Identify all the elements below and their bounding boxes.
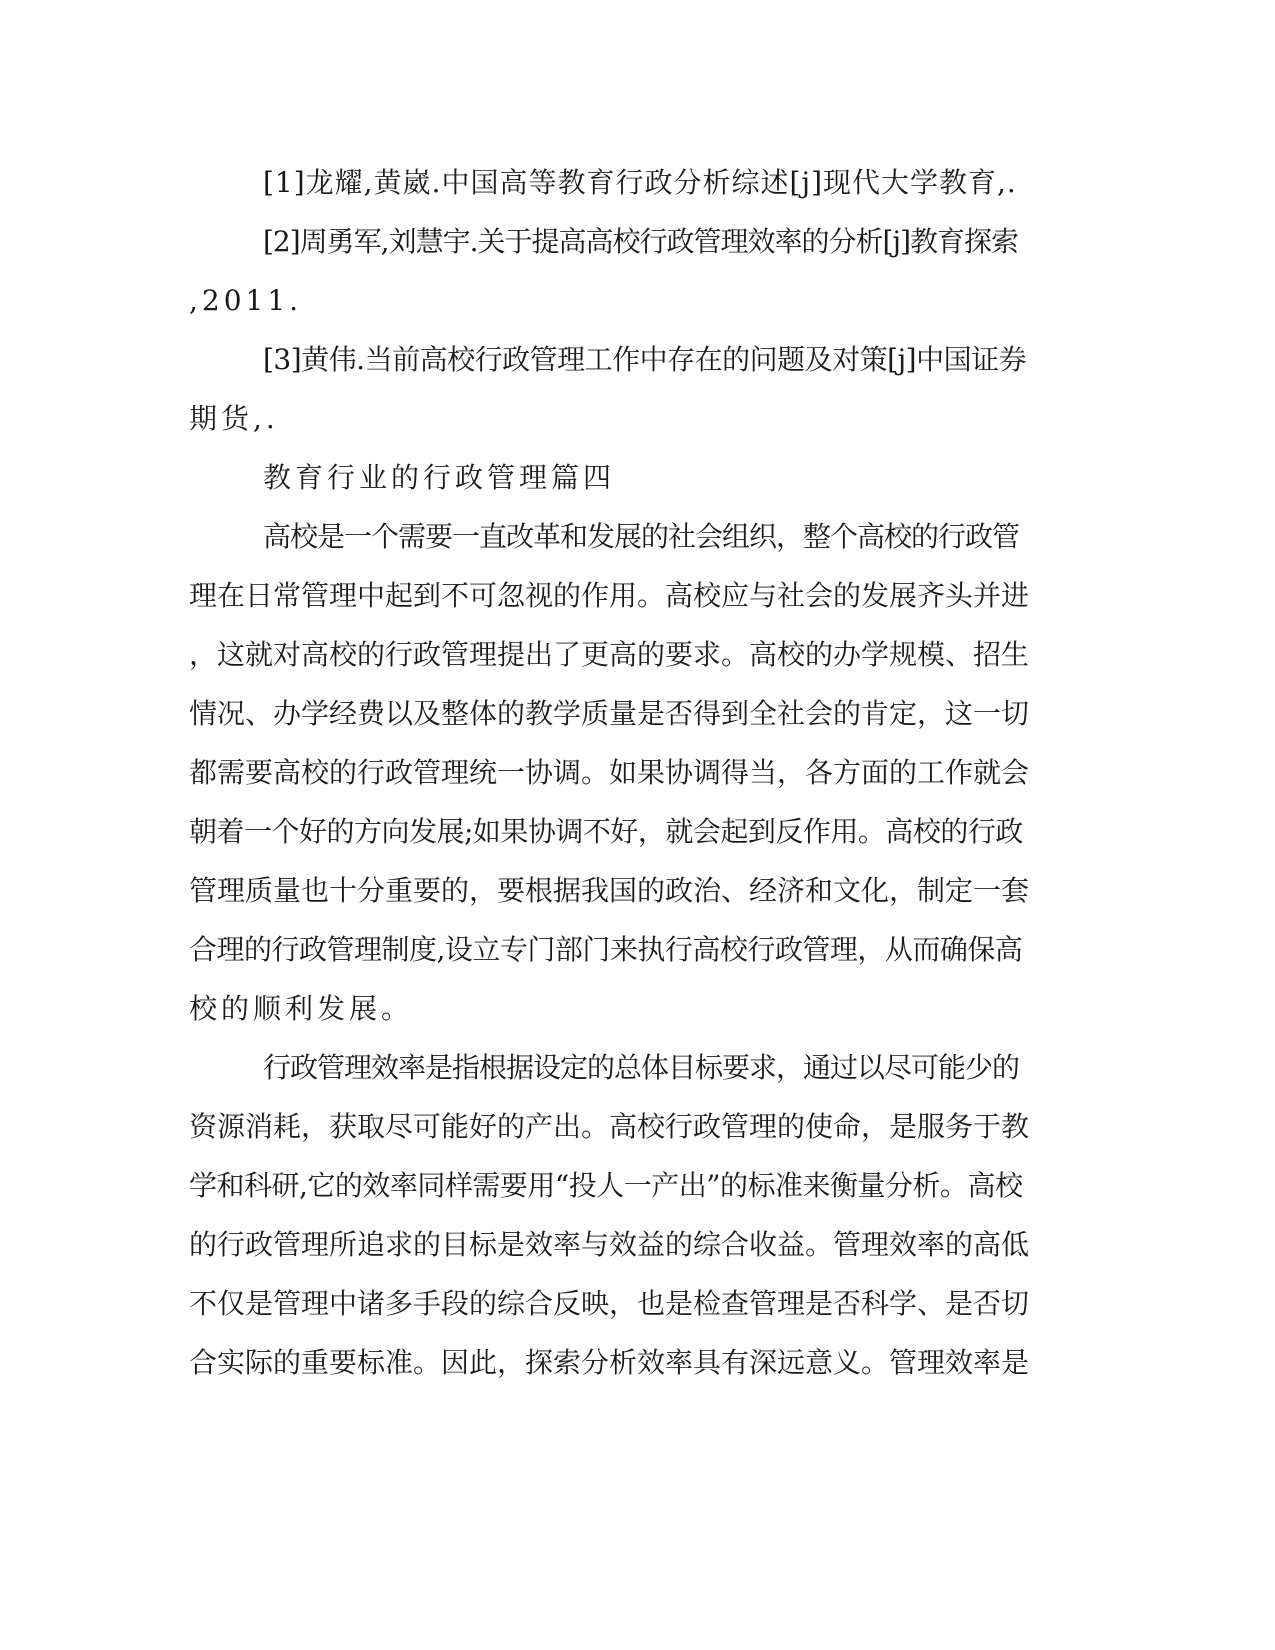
paragraph-1-line-5: 都需要高校的行政管理统一协调。如果协调得当，各方面的工作就会 bbox=[189, 756, 1030, 789]
section-title: 教育行业的行政管理篇四 bbox=[263, 461, 616, 494]
paragraph-1-line-9: 校的顺利发展。 bbox=[189, 992, 414, 1025]
paragraph-2-line-1: 行政管理效率是指根据设定的总体目标要求，通过以尽可能少的 bbox=[263, 1051, 1020, 1084]
paragraph-1-line-8: 合理的行政管理制度,设立专门部门来执行高校行政管理，从而确保高 bbox=[189, 933, 1023, 966]
paragraph-1-line-2: 理在日常管理中起到不可忽视的作用。高校应与社会的发展齐头并进 bbox=[189, 579, 1030, 612]
paragraph-2-line-3: 学和科研,它的效率同样需要用“投人一产出”的标准来衡量分析。高校 bbox=[189, 1169, 1023, 1202]
paragraph-2-line-6: 合实际的重要标准。因此，探索分析效率具有深远意义。管理效率是 bbox=[189, 1346, 1030, 1379]
reference-2-line-2: ,2011. bbox=[189, 284, 303, 317]
paragraph-1-line-3: ，这就对高校的行政管理提出了更高的要求。高校的办学规模、招生 bbox=[189, 638, 1030, 671]
reference-3-line-1: [3]黄伟.当前高校行政管理工作中存在的问题及对策[j]中国证券 bbox=[263, 343, 1027, 376]
paragraph-1-line-7: 管理质量也十分重要的，要根据我国的政治、经济和文化，制定一套 bbox=[189, 874, 1030, 907]
reference-2-line-1: [2]周勇军,刘慧宇.关于提高高校行政管理效率的分析[j]教育探索 bbox=[263, 225, 1018, 258]
paragraph-1-line-6: 朝着一个好的方向发展;如果协调不好，就会起到反作用。高校的行政 bbox=[189, 815, 1023, 848]
paragraph-1-line-1: 高校是一个需要一直改革和发展的社会组织，整个高校的行政管 bbox=[263, 520, 1020, 553]
paragraph-2-line-5: 不仅是管理中诸多手段的综合反映，也是检查管理是否科学、是否切 bbox=[189, 1287, 1030, 1320]
paragraph-1-line-4: 情况、办学经费以及整体的教学质量是否得到全社会的肯定，这一切 bbox=[189, 697, 1030, 730]
paragraph-2-line-4: 的行政管理所追求的目标是效率与效益的综合收益。管理效率的高低 bbox=[189, 1228, 1030, 1261]
paragraph-2-line-2: 资源消耗，获取尽可能好的产出。高校行政管理的使命，是服务于教 bbox=[189, 1110, 1030, 1143]
reference-1-line-1: [1]龙耀,黄崴.中国高等教育行政分析综述[j]现代大学教育,. bbox=[263, 166, 1017, 199]
reference-3-line-2: 期货,. bbox=[189, 402, 279, 435]
